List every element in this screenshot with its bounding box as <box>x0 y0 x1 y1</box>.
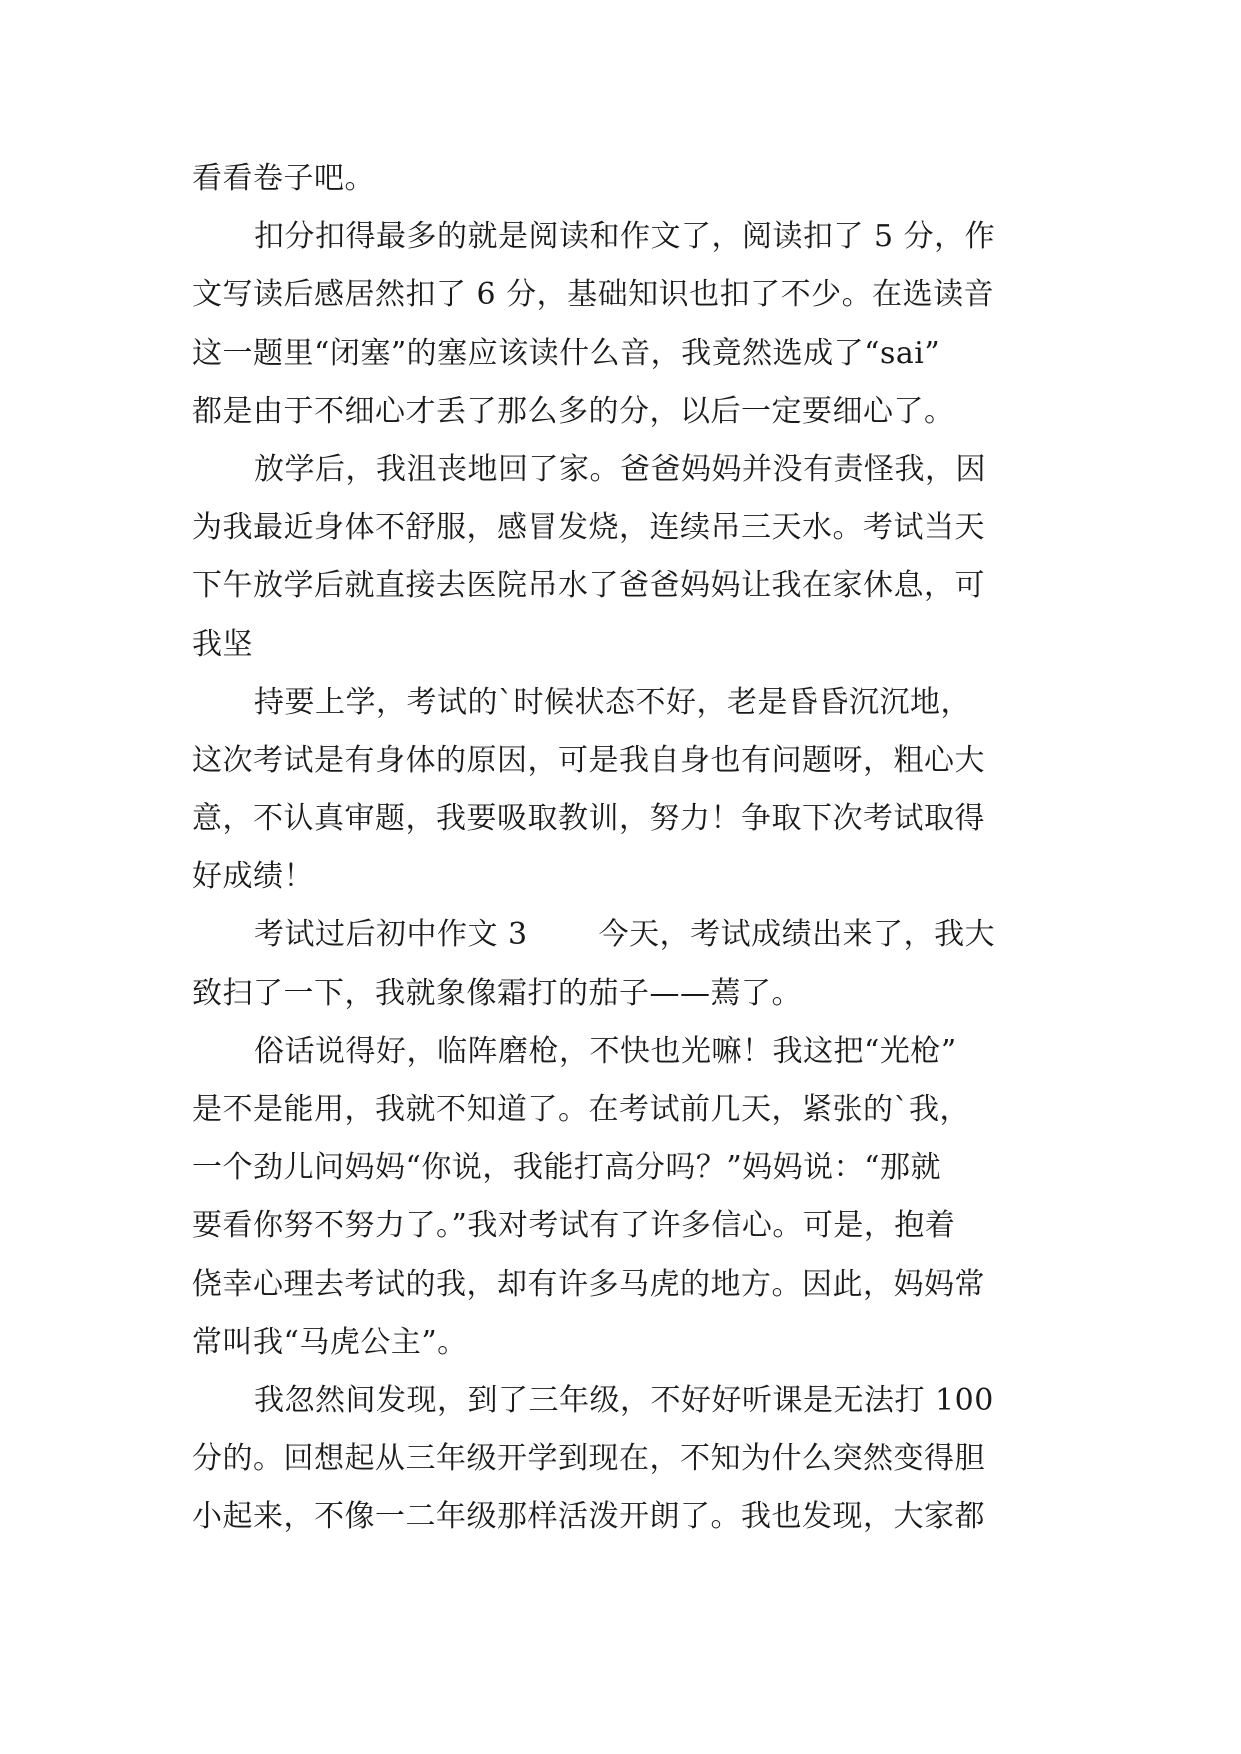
text-line: 这次考试是有身体的原因，可是我自身也有问题呀，粗心大 <box>192 742 985 778</box>
text-line: 分的。回想起从三年级开学到现在，不知为什么突然变得胆 <box>192 1441 985 1477</box>
text-line: 持要上学，考试的`时候状态不好，老是昏昏沉沉地， <box>254 684 971 720</box>
text-line: 小起来，不像一二年级那样活泼开朗了。我也发现，大家都 <box>192 1499 985 1535</box>
text-line: 我忽然间发现，到了三年级，不好好听课是无法打 100 <box>254 1382 994 1418</box>
text-line: 这一题里“闭塞”的塞应该读什么音，我竟然选成了“sai” <box>192 335 941 371</box>
text-line: 扣分扣得最多的就是阅读和作文了，阅读扣了 5 分，作 <box>254 219 996 255</box>
text-line: 要看你努不努力了。”我对考试有了许多信心。可是，抱着 <box>192 1208 956 1244</box>
text-line: 我坚 <box>192 626 253 662</box>
text-line: 考试过后初中作文 3 今天，考试成绩出来了，我大 <box>254 917 996 953</box>
text-line: 意，不认真审题，我要吸取教训，努力！争取下次考试取得 <box>192 801 985 837</box>
text-line: 下午放学后就直接去医院吊水了爸爸妈妈让我在家休息，可 <box>192 568 985 604</box>
text-line: 侥幸心理去考试的我，却有许多马虎的地方。因此，妈妈常 <box>192 1266 985 1302</box>
text-line: 看看卷子吧。 <box>192 161 375 196</box>
text-line: 都是由于不细心才丢了那么多的分，以后一定要细心了。 <box>192 393 955 429</box>
text-line: 文写读后感居然扣了 6 分，基础知识也扣了不少。在选读音 <box>192 277 995 313</box>
text-line: 常叫我“马虎公主”。 <box>192 1324 468 1360</box>
text-line: 好成绩！ <box>192 859 314 895</box>
document-body <box>192 150 1050 1547</box>
text-line: 为我最近身体不舒服，感冒发烧，连续吊三天水。考试当天 <box>192 510 985 546</box>
text-line: 一个劲儿问妈妈“你说，我能打高分吗？”妈妈说：“那就 <box>192 1150 942 1186</box>
text-line: 致扫了一下，我就象像霜打的茄子——蔫了。 <box>192 975 802 1011</box>
text-line: 俗话说得好，临阵磨枪，不快也光嘛！我这把“光枪” <box>254 1033 957 1069</box>
text-line: 放学后，我沮丧地回了家。爸爸妈妈并没有责怪我，因 <box>254 451 986 487</box>
text-line: 是不是能用，我就不知道了。在考试前几天，紧张的`我， <box>192 1092 970 1127</box>
